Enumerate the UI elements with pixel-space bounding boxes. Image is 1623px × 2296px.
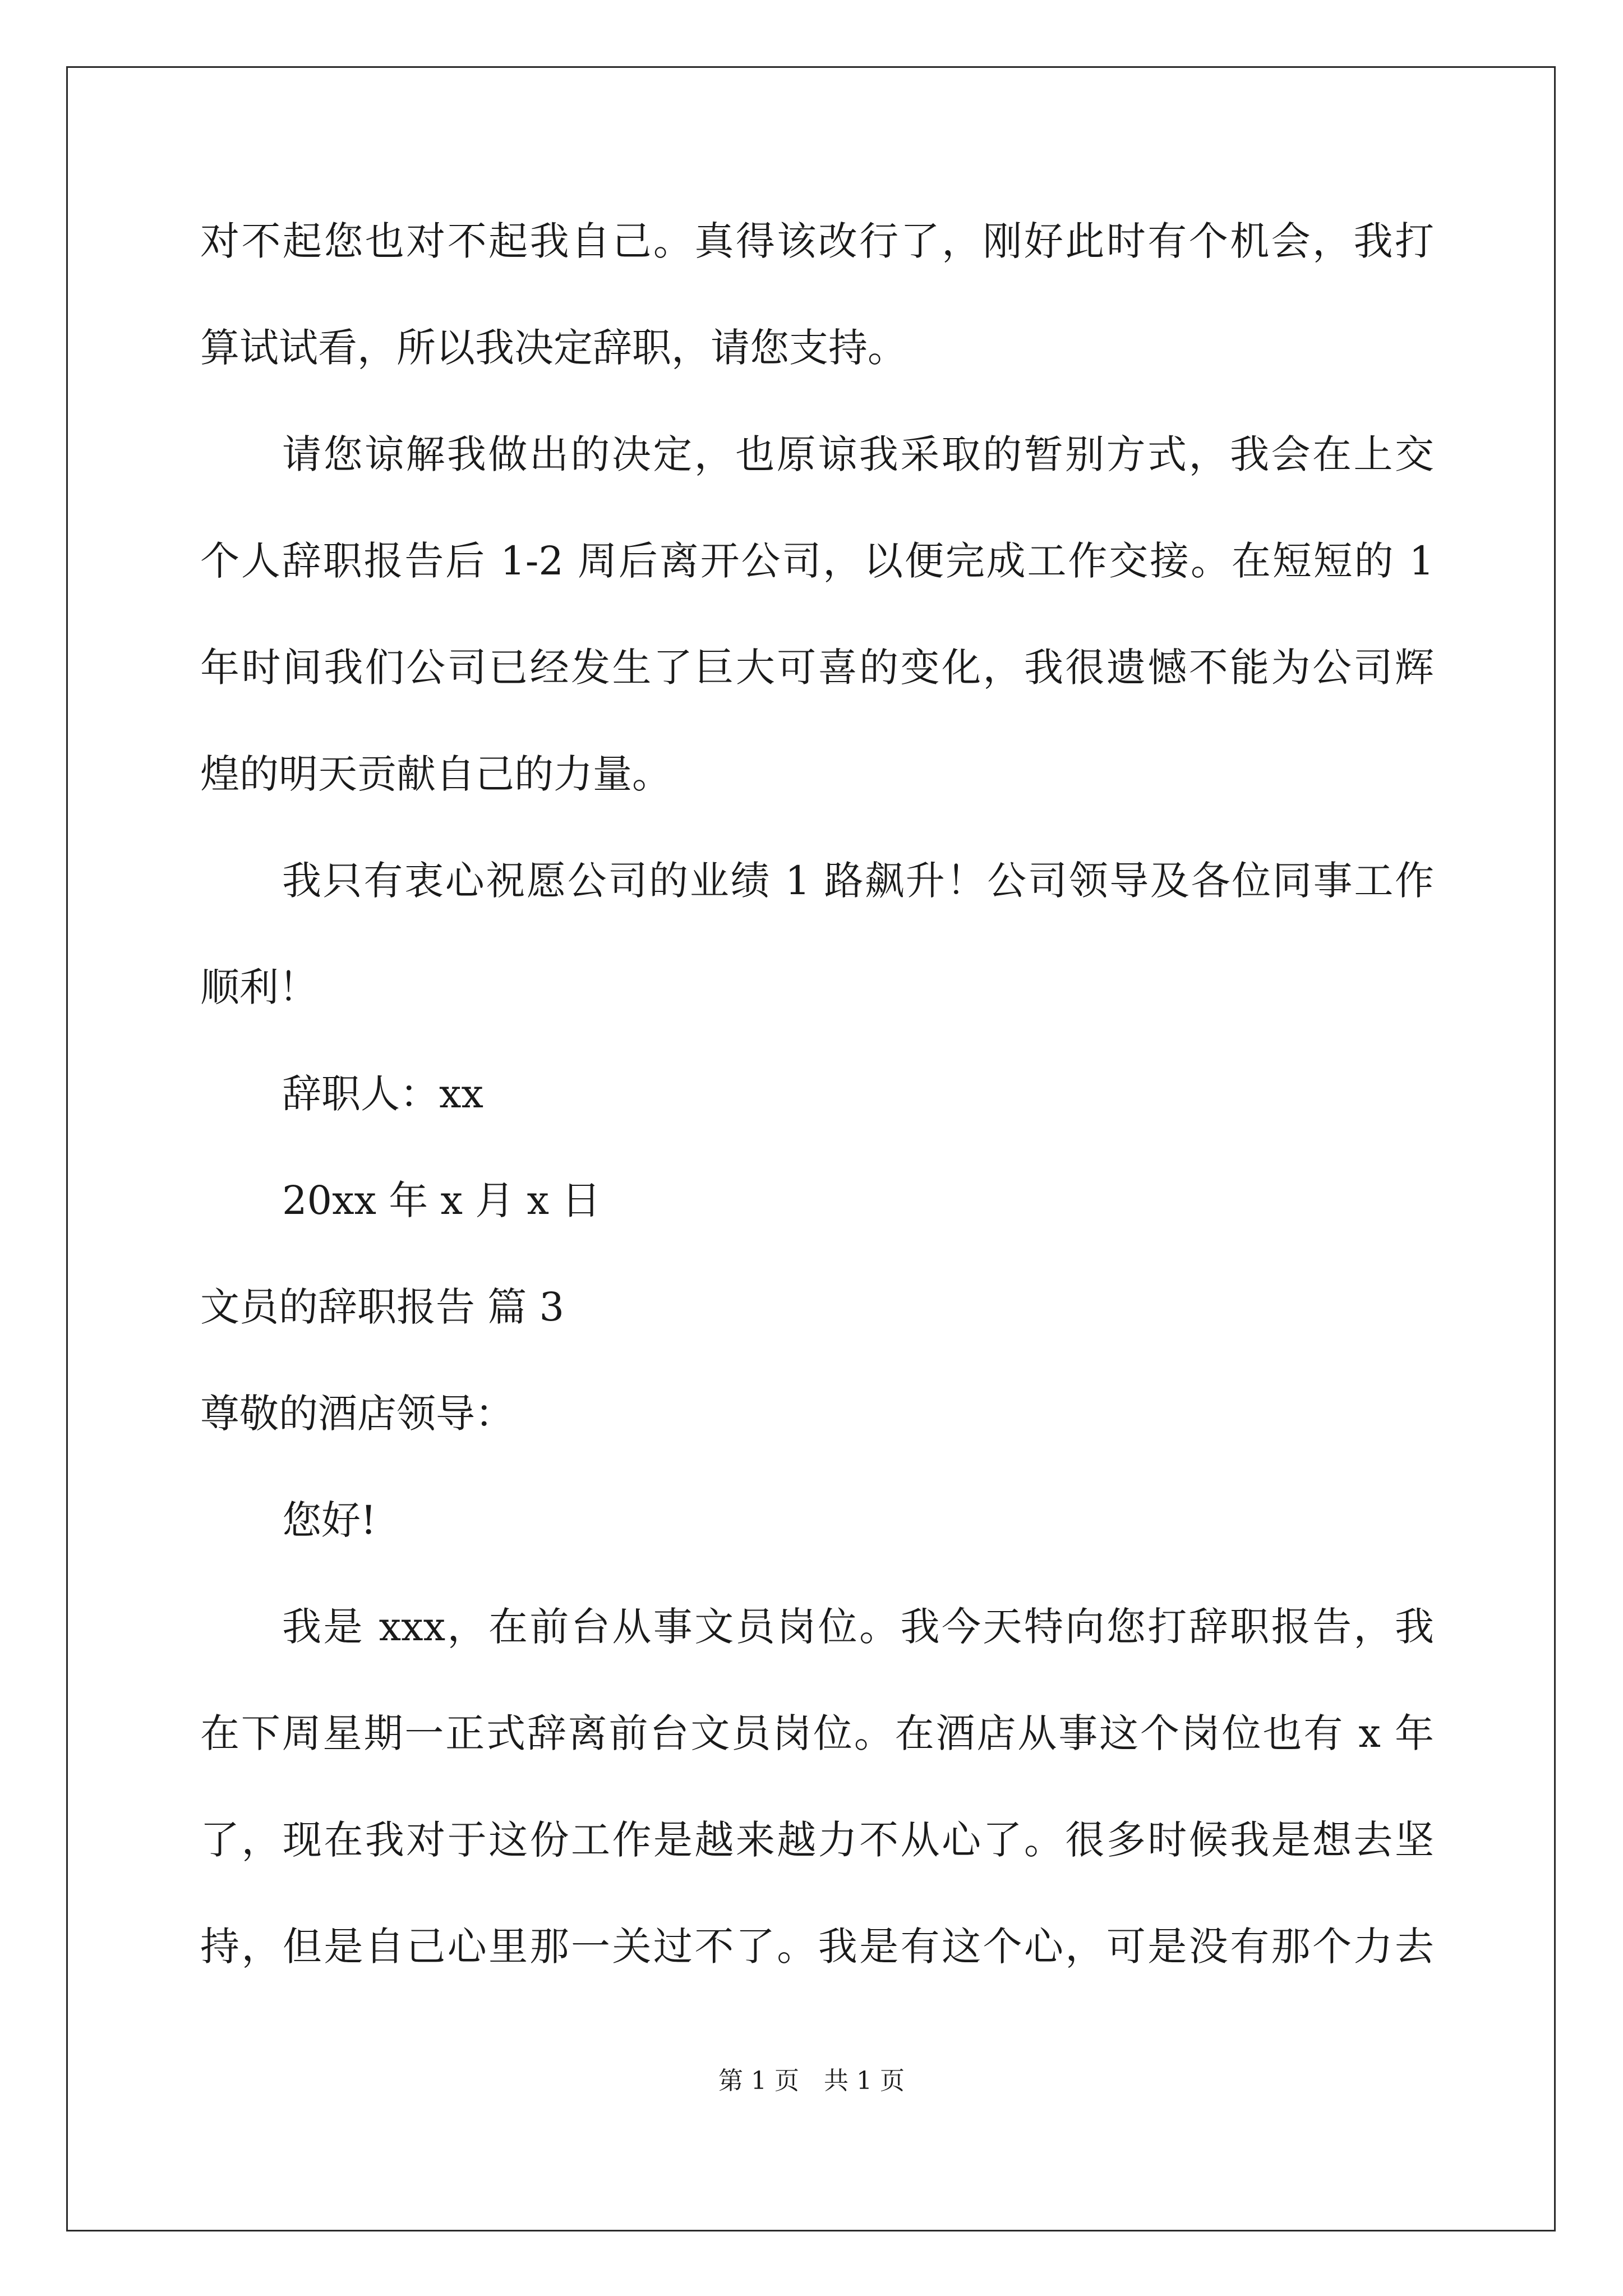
paragraph-line: 在下周星期一正式辞离前台文员岗位。在酒店从事这个岗位也有 x 年: [200, 1710, 1434, 1756]
paragraph-line: 年时间我们公司已经发生了巨大可喜的变化，我很遗憾不能为公司辉: [200, 645, 1434, 691]
paragraph-line: 对不起您也对不起我自己。真得该改行了，刚好此时有个机会，我打: [200, 218, 1434, 264]
paragraph-line: 煌的明天贡献自己的力量。: [200, 751, 671, 797]
paragraph-line: 我是 xxx，在前台从事文员岗位。我今天特向您打辞职报告，我: [282, 1604, 1434, 1650]
paragraph-line: 了，现在我对于这份工作是越来越力不从心了。很多时候我是想去坚: [200, 1817, 1434, 1863]
paragraph-line: 请您谅解我做出的决定，也原谅我采取的暂别方式，我会在上交: [282, 431, 1434, 477]
paragraph-line: 算试试看，所以我决定辞职，请您支持。: [200, 325, 907, 371]
signature-name: 辞职人：xx: [282, 1071, 483, 1117]
section-heading: 文员的辞职报告 篇 3: [200, 1284, 565, 1330]
paragraph-line: 持，但是自己心里那一关过不了。我是有这个心，可是没有那个力去: [200, 1924, 1434, 1970]
page-border: [66, 66, 1556, 2231]
paragraph-line: 顺利！: [200, 964, 318, 1010]
signature-date: 20xx 年 x 月 x 日: [282, 1177, 601, 1223]
paragraph-line: 个人辞职报告后 1-2 周后离开公司，以便完成工作交接。在短短的 1: [200, 538, 1434, 584]
page-number: 第 1 页 共 1 页: [718, 2067, 905, 2095]
paragraph-line: 我只有衷心祝愿公司的业绩 1 路飙升！公司领导及各位同事工作: [282, 858, 1434, 904]
greeting: 您好!: [282, 1497, 377, 1543]
salutation: 尊敬的酒店领导：: [200, 1391, 514, 1437]
